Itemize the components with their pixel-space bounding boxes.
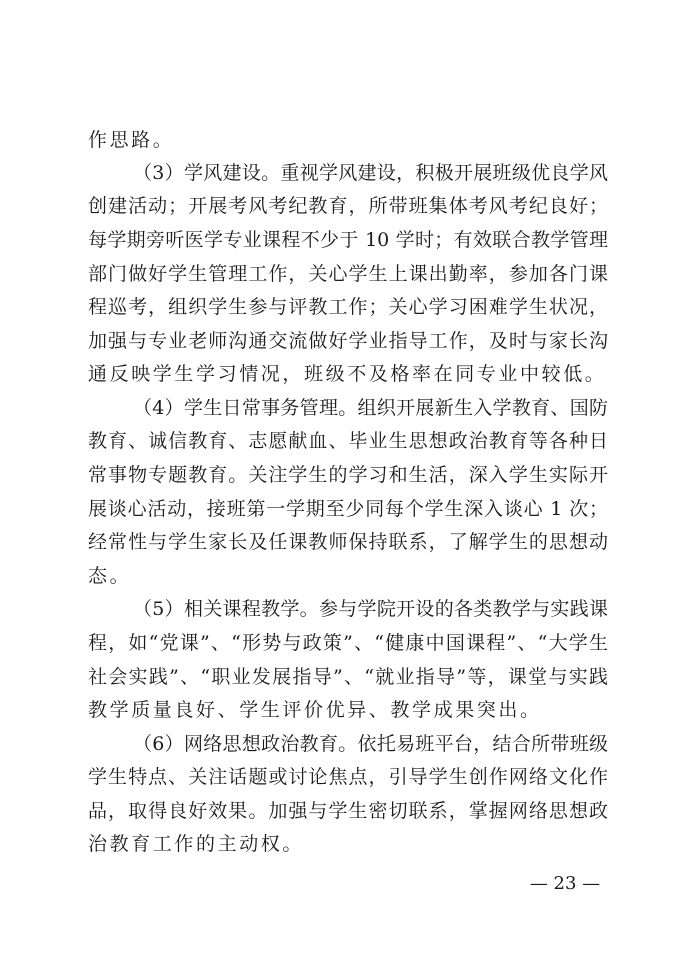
text-line: 常事物专题教育。关注学生的学习和生活，深入学生实际开 <box>88 464 608 486</box>
text-line: 程，如“党课”、“形势与政策”、“健康中国课程”、“大学生 <box>88 632 608 654</box>
text-line: 作思路。 <box>88 129 175 151</box>
text-line: （5）相关课程教学。参与学院开设的各类教学与实践课 <box>133 598 608 620</box>
text-line: 教学质量良好、学生评价优异、教学成果突出。 <box>88 699 542 721</box>
text-line: 展谈心活动，接班第一学期至少同每个学生深入谈心 1 次； <box>88 498 608 520</box>
page-number: — 23 — <box>529 873 601 894</box>
text-line: 经常性与学生家长及任课教师保持联系，了解学生的思想动 <box>88 531 608 553</box>
text-line: 通反映学生学习情况，班级不及格率在同专业中较低。 <box>88 363 607 385</box>
text-line: 学生特点、关注话题或讨论焦点，引导学生创作网络文化作 <box>88 766 608 788</box>
text-line: 加强与专业老师沟通交流做好学业指导工作，及时与家长沟 <box>88 330 608 352</box>
text-line: （6）网络思想政治教育。依托易班平台，结合所带班级 <box>133 733 608 755</box>
text-line: 每学期旁听医学专业课程不少于 10 学时；有效联合教学管理 <box>88 229 608 251</box>
text-line: 社会实践”、“职业发展指导”、“就业指导”等，课堂与实践 <box>88 666 608 688</box>
text-line: 部门做好学生管理工作，关心学生上课出勤率，参加各门课 <box>88 263 608 285</box>
text-line: 态。 <box>88 565 132 587</box>
text-line: 程巡考，组织学生参与评教工作；关心学习困难学生状况， <box>88 296 608 318</box>
text-line: 教育、诚信教育、志愿献血、毕业生思想政治教育等各种日 <box>88 430 608 452</box>
text-line: 品，取得良好效果。加强与学生密切联系，掌握网络思想政 <box>88 800 608 822</box>
text-line: （4）学生日常事务管理。组织开展新生入学教育、国防 <box>133 397 608 419</box>
text-line: 创建活动；开展考风考纪教育，所带班集体考风考纪良好； <box>88 195 608 217</box>
text-line: （3）学风建设。重视学风建设，积极开展班级优良学风 <box>133 162 608 184</box>
text-line: 治教育工作的主动权。 <box>88 833 305 855</box>
